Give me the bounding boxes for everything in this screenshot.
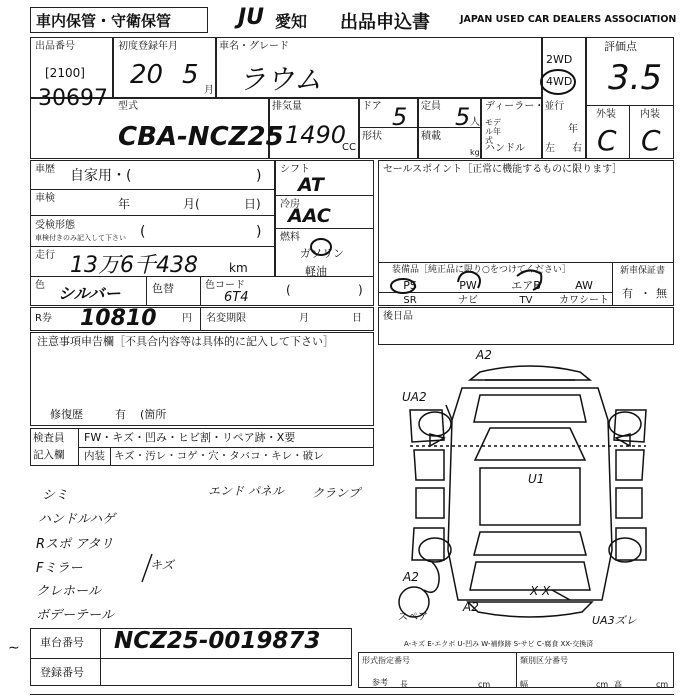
- ref-label: 参考: [372, 678, 388, 687]
- car-name-label: 車名・グレード: [219, 41, 289, 52]
- equipment-item: AW: [575, 279, 593, 292]
- car-name: ラウム: [238, 63, 322, 96]
- fuel-gasoline: ガソリン: [300, 247, 344, 260]
- receive-label: 受検形態: [35, 220, 75, 231]
- hw-note-1: シミ: [42, 488, 69, 503]
- first-reg-label: 初度登録年月: [118, 41, 178, 52]
- diagram-mark-a2-top: A2: [476, 348, 492, 362]
- repair-value: 有: [115, 408, 126, 421]
- hw-note-right-2: クランプ: [312, 486, 361, 500]
- equipment-item: SR: [403, 295, 417, 306]
- receive-open: (: [140, 224, 146, 240]
- displacement-label: 排気量: [272, 101, 302, 112]
- displacement-unit: CC: [342, 142, 356, 153]
- shape-label: 形状: [362, 131, 382, 142]
- diagram-mark-ua3: UA3ズレ: [592, 614, 637, 627]
- warranty-yes: 有: [622, 287, 633, 300]
- hw-note-5: クレホール: [36, 584, 101, 599]
- mileage-unit: km: [229, 261, 248, 275]
- inspection-label: 車検: [35, 193, 55, 204]
- back-order-frame: [378, 307, 674, 345]
- fuel-label: 燃料: [280, 232, 300, 243]
- receive-close: ): [256, 224, 262, 240]
- height-label: 高: [614, 680, 622, 689]
- hw-note-2: ハンドルハゲ: [38, 512, 116, 527]
- cm-3: cm: [656, 680, 669, 689]
- header-left-title: 車内保管・守衛保管: [36, 12, 172, 30]
- inspector-row-2: キズ・汚レ・コゲ・穴・タバコ・キレ・破レ: [114, 450, 324, 462]
- cm-1: cm: [478, 680, 491, 689]
- r-ken-unit: 円: [182, 313, 192, 324]
- load-unit: kg: [470, 148, 480, 157]
- inspector-label-2: 記入欄: [33, 449, 65, 461]
- damage-legend: A-キズ E-エクボ U-凹み W-補修跡 S-サビ C-腐食 XX-交換済: [404, 640, 594, 648]
- history-close: ): [256, 168, 262, 184]
- form-title: 出品申込書: [340, 12, 430, 33]
- capacity-unit: 人: [470, 117, 480, 128]
- fuel-diesel: 軽油: [305, 265, 327, 278]
- ju-logo: JU: [238, 5, 265, 30]
- cm-2: cm: [596, 680, 609, 689]
- history-value: 自家用・(: [70, 168, 132, 184]
- mileage-value: 13万6千438: [70, 253, 198, 278]
- score-label: 評価点: [604, 40, 637, 53]
- width-label: 幅: [520, 680, 528, 689]
- margin-tick: ∼: [8, 640, 20, 656]
- color-change-label: 色替: [152, 282, 174, 295]
- fuel-open: (: [286, 283, 291, 297]
- ps-circle-mark: [389, 277, 417, 295]
- interior-label: 内装: [640, 109, 660, 120]
- pw-circle-mark: [454, 268, 484, 296]
- back-order-label: 後日品: [383, 311, 413, 322]
- inspector-label-1: 検査員: [33, 432, 65, 444]
- handle-left: 左: [545, 143, 555, 154]
- load-label: 積載: [421, 131, 441, 142]
- diagram-mark-u1: U1: [528, 472, 545, 486]
- airbag-circle-mark: [513, 266, 545, 296]
- repair-label: 修復歴: [50, 408, 83, 421]
- hw-note-right-1: エンド パネル: [208, 484, 284, 498]
- warranty-label: 新車保証書: [620, 266, 666, 276]
- inspection-year: 年: [118, 197, 131, 211]
- repair-location: (箇所: [140, 408, 167, 421]
- diagram-mark-ua2: UA2: [402, 390, 427, 404]
- inspector-row-2-label: 内装: [84, 450, 105, 462]
- registration-label: 登録番号: [40, 666, 84, 679]
- history-label: 車歴: [35, 164, 55, 175]
- equipment-item: PW: [459, 279, 477, 292]
- reg-month-unit: 月: [204, 85, 214, 96]
- handle-label: ハンドル: [485, 143, 525, 154]
- logo-region: 愛知: [275, 12, 308, 31]
- model-label: 型式: [118, 101, 138, 112]
- name-change-label: 名変期限: [206, 313, 246, 324]
- warranty-sep: ・: [640, 287, 651, 300]
- chassis-number: NCZ25-0019873: [114, 628, 321, 654]
- equipment-item: エアB: [511, 279, 541, 292]
- diagram-mark-xx: X X: [530, 584, 551, 598]
- ac-value: AAC: [288, 205, 331, 227]
- lot-bracket: [2100]: [45, 66, 85, 80]
- diagram-mark-a2-bl: A2: [403, 570, 419, 584]
- drive-2wd: 2WD: [546, 53, 573, 66]
- door-count: 5: [392, 103, 408, 131]
- color-label: 色: [35, 280, 45, 291]
- inspector-row-1: FW・キズ・凹み・ヒビ割・リペア跡・X要: [84, 431, 296, 444]
- equipment-item: PS: [403, 279, 417, 292]
- class-label: 類別区分番号: [520, 656, 568, 665]
- color-code-label: 色コード: [205, 280, 245, 291]
- equipment-title: 装備品［純正品に限り○をつけてください］: [392, 265, 571, 275]
- hw-note-3: Rスポ アタリ: [36, 537, 114, 552]
- 4wd-circle-mark: [538, 68, 578, 98]
- lot-number-label: 出品番号: [35, 41, 75, 52]
- name-change-day: 日: [352, 313, 362, 324]
- hw-note-right-3: キズ: [150, 558, 174, 572]
- warranty-no: 無: [656, 287, 667, 300]
- inspection-day: 日): [244, 197, 261, 211]
- fuel-close: ): [358, 283, 363, 297]
- drive-4wd: 4WD: [546, 75, 573, 88]
- r-ken-label: R券: [35, 313, 52, 324]
- score-value: 3.5: [608, 58, 663, 98]
- interior-grade: C: [641, 124, 661, 157]
- capacity-label: 定員: [421, 101, 441, 112]
- reg-year: 20: [130, 60, 164, 90]
- equipment-item: ナビ: [458, 295, 478, 306]
- model-year-label: モデル年式: [485, 118, 501, 145]
- gasoline-circle-mark: [309, 236, 333, 258]
- exterior-grade: C: [597, 124, 617, 157]
- diagram-mark-a2-bl2: A2: [463, 600, 479, 614]
- sales-point-title: セールスポイント［正常に機能するものに限ります］: [383, 164, 623, 175]
- receive-note: 車検付きのみ記入して下さい: [35, 234, 126, 242]
- chassis-label: 車台番号: [40, 636, 84, 649]
- hw-note-4: Fミラー: [36, 561, 83, 576]
- model-year-unit: 年: [568, 124, 578, 135]
- dealer-label: ディーラー・並行: [485, 101, 565, 112]
- color-code: 6T4: [224, 290, 249, 305]
- shift-value: AT: [298, 174, 324, 196]
- equipment-item: TV: [519, 295, 533, 306]
- color-value: シルバー: [58, 284, 121, 303]
- handle-right: 右: [572, 143, 582, 154]
- association-name: JAPAN USED CAR DEALERS ASSOCIATION: [460, 14, 677, 25]
- hw-stroke-bracket: [138, 552, 156, 584]
- ac-label: 冷房: [280, 199, 300, 210]
- door-label: ドア: [362, 101, 382, 112]
- lot-number: 30697: [38, 86, 108, 111]
- exterior-label: 外装: [596, 109, 616, 120]
- displacement: 1490: [285, 121, 347, 149]
- model-code: CBA-NCZ25: [118, 122, 284, 152]
- mileage-label: 走行: [35, 250, 55, 261]
- notes-title: 注意事項申告欄［不具合内容等は具体的に記入して下さい］: [37, 335, 334, 348]
- hw-note-6: ボデーテール: [36, 608, 114, 623]
- r-ken-value: 10810: [80, 306, 157, 331]
- inspection-month: 月(: [183, 197, 200, 211]
- length-label: 長: [400, 680, 408, 689]
- equipment-item: カワシート: [559, 295, 609, 306]
- shift-label: シフト: [280, 164, 310, 175]
- reg-month: 5: [182, 60, 199, 90]
- capacity: 5: [455, 103, 471, 131]
- cert-label: 形式指定番号: [362, 656, 410, 665]
- name-change-month: 月: [299, 313, 309, 324]
- spare-label: スペア: [398, 612, 428, 623]
